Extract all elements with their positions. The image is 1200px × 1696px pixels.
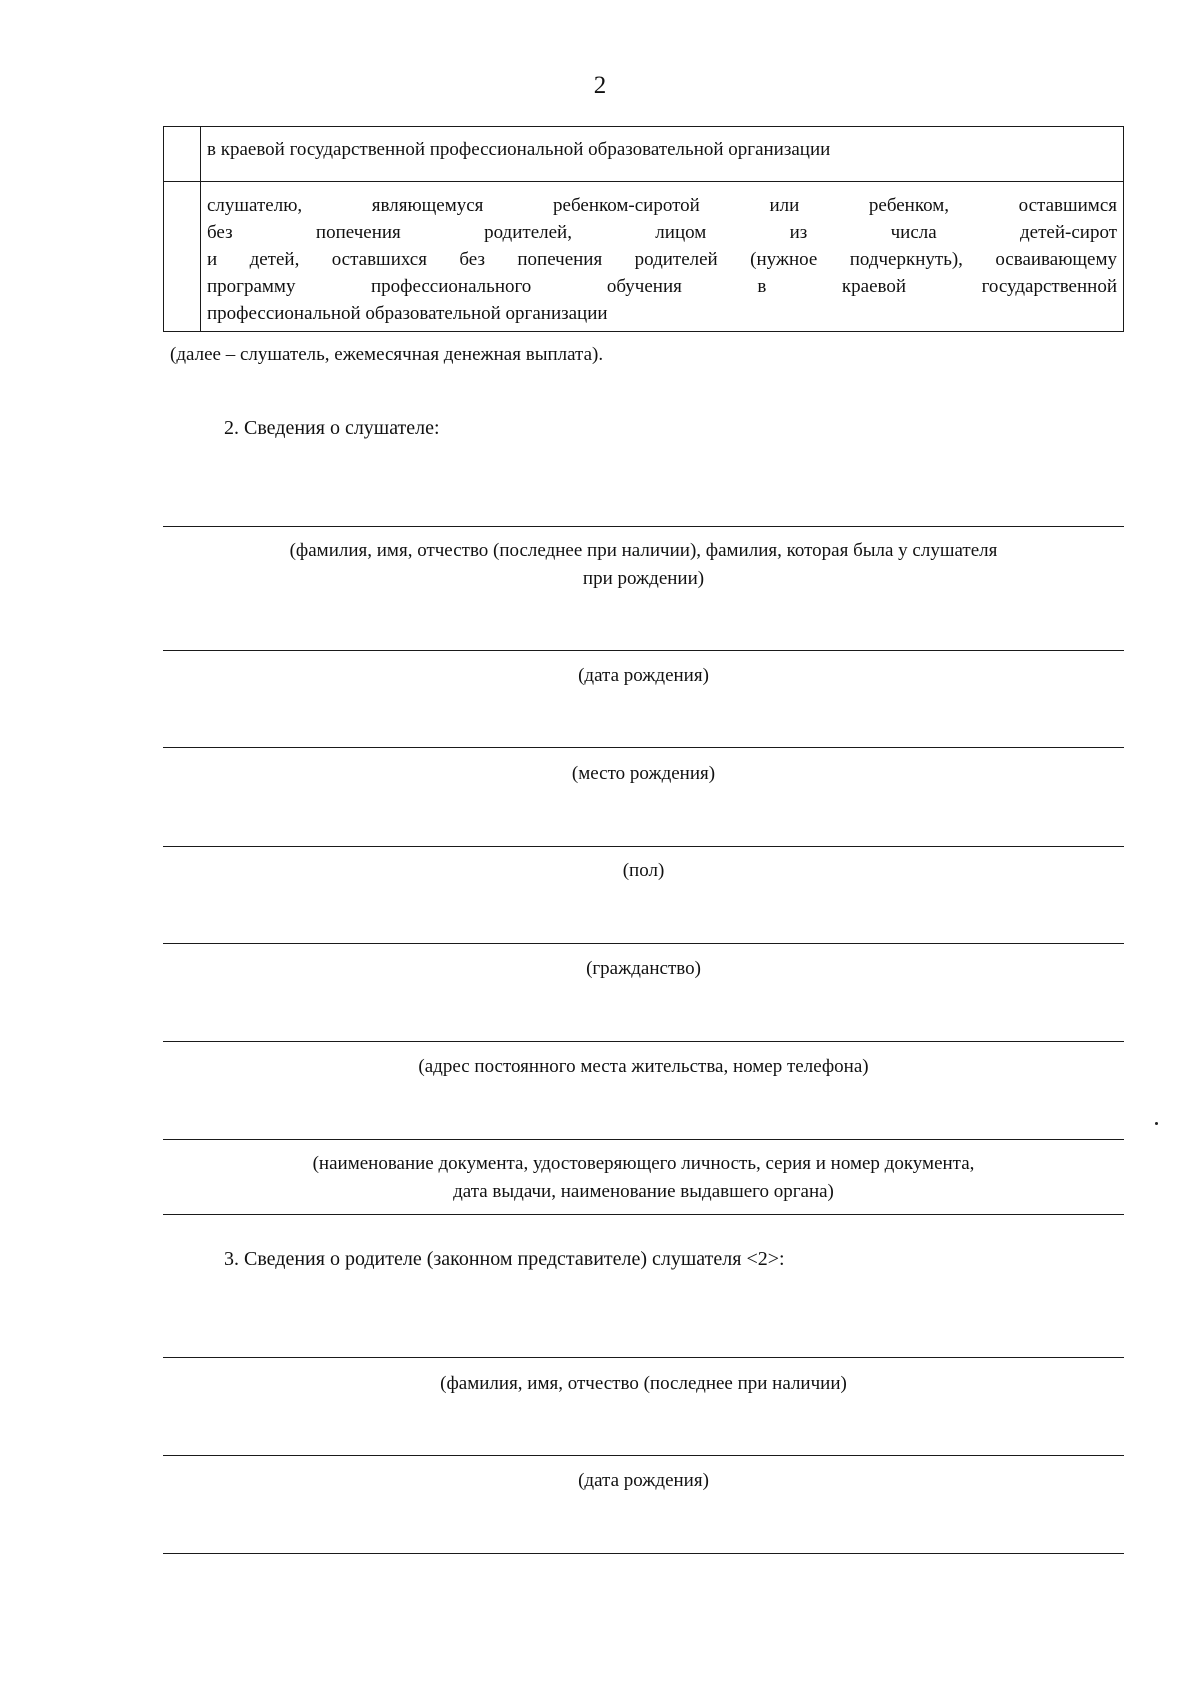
option-text: в краевой государственной профессиональной образовательной организации	[201, 127, 1124, 182]
section-3-heading: 3. Сведения о родителе (законном представителе) слушателя <2>:	[224, 1248, 785, 1270]
recipient-options-table	[163, 126, 1124, 332]
id-document-caption	[163, 1150, 1124, 1206]
table-footnote-text: (далее – слушатель, ежемесячная денежная выплата).	[170, 344, 604, 365]
next-field-line[interactable]	[163, 1553, 1124, 1554]
parent-birth-date-field-line[interactable]	[163, 1455, 1124, 1456]
birth-place-caption: (место рождения)	[571, 763, 716, 784]
citizenship-caption: (гражданство)	[586, 958, 701, 979]
id-document-caption-line: (наименование документа, удостоверяющего личность, серия и номер документа,	[312, 1153, 975, 1174]
table-row	[164, 127, 1124, 182]
birth-date-caption: (дата рождения)	[578, 665, 709, 686]
fio-field-line[interactable]	[163, 526, 1124, 527]
option-text-line: слушателю, являющемуся ребенком-сиротой или ребенком, оставшимся	[207, 195, 1117, 216]
sex-field-line[interactable]	[163, 846, 1124, 847]
section-divider-line	[163, 1214, 1124, 1215]
parent-birth-date-caption: (дата рождения)	[578, 1470, 709, 1491]
fio-caption	[163, 537, 1124, 593]
address-field-line[interactable]	[163, 1041, 1124, 1042]
checkbox-cell[interactable]	[164, 127, 201, 182]
parent-fio-field-line[interactable]	[163, 1357, 1124, 1358]
checkbox-cell[interactable]	[164, 182, 201, 332]
fio-caption-line: (фамилия, имя, отчество (последнее при наличии), фамилия, которая была у слушателя	[289, 540, 998, 561]
id-document-caption-line: дата выдачи, наименование выдавшего органа)	[453, 1181, 834, 1202]
option-text-line: профессиональной образовательной организации	[207, 303, 608, 324]
address-caption: (адрес постоянного места жительства, номер телефона)	[418, 1056, 869, 1077]
birth-place-field-line[interactable]	[163, 747, 1124, 748]
birth-date-field-line[interactable]	[163, 650, 1124, 651]
citizenship-field-line[interactable]	[163, 943, 1124, 944]
parent-fio-caption: (фамилия, имя, отчество (последнее при наличии)	[440, 1373, 847, 1394]
id-document-field-line[interactable]	[163, 1139, 1124, 1140]
option-text-line: программу профессионального обучения в краевой государственной	[207, 276, 1117, 297]
option-text	[201, 182, 1124, 332]
fio-caption-line: при рождении)	[582, 568, 705, 589]
scan-dot	[1155, 1122, 1158, 1125]
option-text-line: и детей, оставшихся без попечения родителей (нужное подчеркнуть), осваивающему	[207, 249, 1117, 270]
section-2-heading: 2. Сведения о слушателе:	[224, 417, 440, 439]
option-text-line: без попечения родителей, лицом из числа детей-сирот	[207, 222, 1117, 243]
page-number: 2	[593, 72, 607, 99]
table-row	[164, 182, 1124, 332]
sex-caption: (пол)	[622, 860, 665, 881]
